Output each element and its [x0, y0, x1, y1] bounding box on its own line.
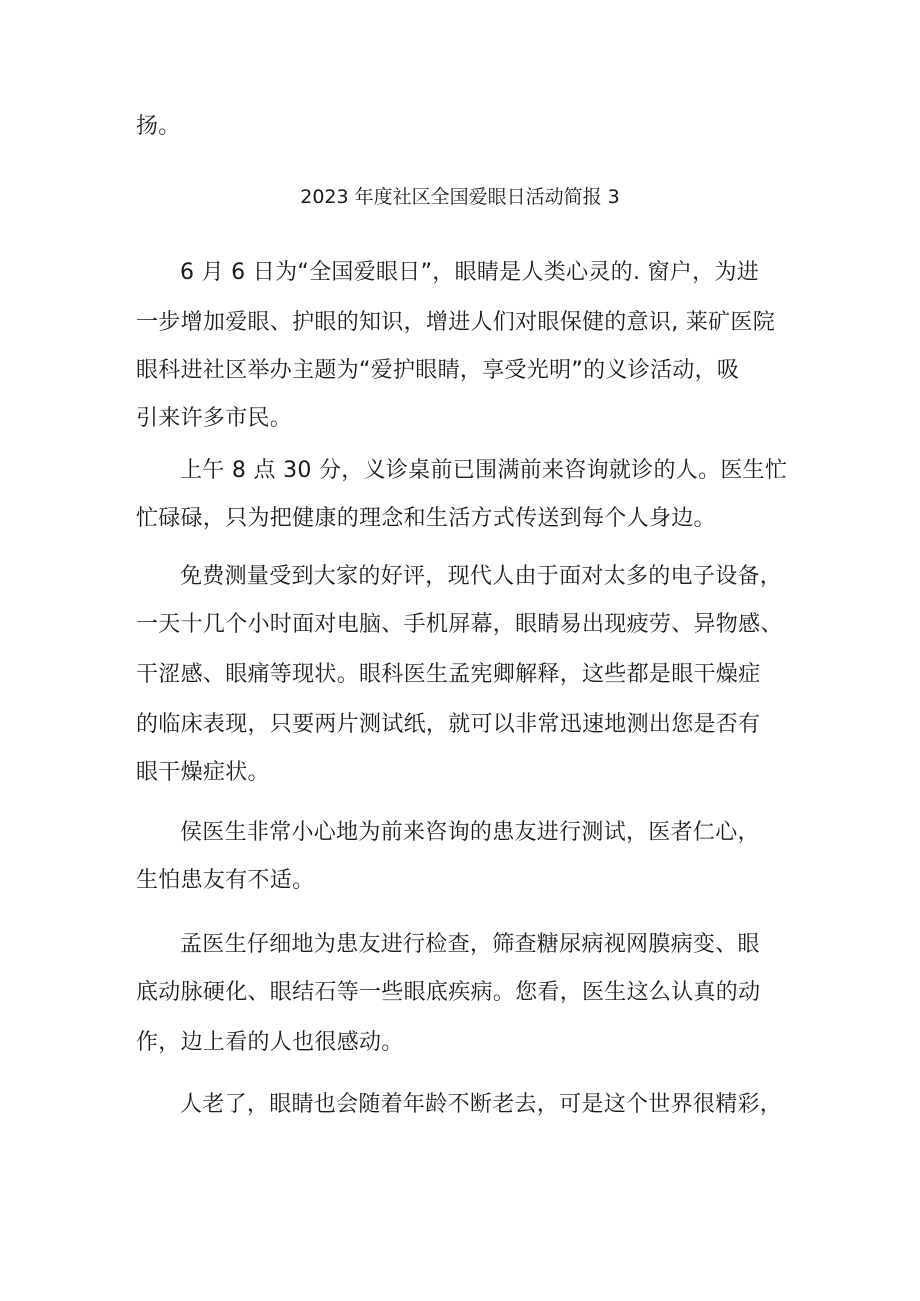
text-line: 6 月 6 日为“全国爱眼日”，眼睛是人类心灵的. 窗户，为进	[180, 260, 760, 285]
text-line: 作，边上看的人也很感动。	[136, 1030, 404, 1055]
text-line: 上午 8 点 30 分，义诊桌前已围满前来咨询就诊的人。医生忙	[180, 458, 788, 483]
text-line: 侯医生非常小心地为前来咨询的患友进行测试，医者仁心，	[180, 820, 760, 845]
text-line: 眼科进社区举办主题为“爱护眼睛，享受光明”的义诊活动，吸	[136, 358, 740, 383]
text-line: 人老了，眼睛也会随着年龄不断老去，可是这个世界很精彩，	[180, 1092, 783, 1117]
text-line: 扬。	[136, 114, 181, 139]
document-title: 2023 年度社区全国爱眼日活动简报 3	[300, 186, 620, 208]
text-line: 免费测量受到大家的好评，现代人由于面对太多的电子设备，	[180, 564, 783, 589]
text-line: 孟医生仔细地为患友进行检查，筛查糖尿病视网膜病变、眼	[180, 932, 760, 957]
text-line: 生怕患友有不适。	[136, 868, 315, 893]
text-line: 的临床表现，只要两片测试纸，就可以非常迅速地测出您是否有	[136, 712, 761, 737]
text-line: 忙碌碌，只为把健康的理念和生活方式传送到每个人身边。	[136, 506, 716, 531]
text-line: 干涩感、眼痛等现状。眼科医生孟宪卿解释，这些都是眼干燥症	[136, 662, 761, 687]
text-line: 一天十几个小时面对电脑、手机屏幕，眼睛易出现疲劳、异物感、	[136, 612, 783, 637]
text-line: 一步增加爱眼、护眼的知识，增进人们对眼保健的意识, 莱矿医院	[136, 310, 775, 335]
text-line: 底动脉硬化、眼结石等一些眼底疾病。您看，医生这么认真的动	[136, 980, 761, 1005]
text-line: 眼干燥症状。	[136, 760, 270, 785]
text-line: 引来许多市民。	[136, 406, 293, 431]
